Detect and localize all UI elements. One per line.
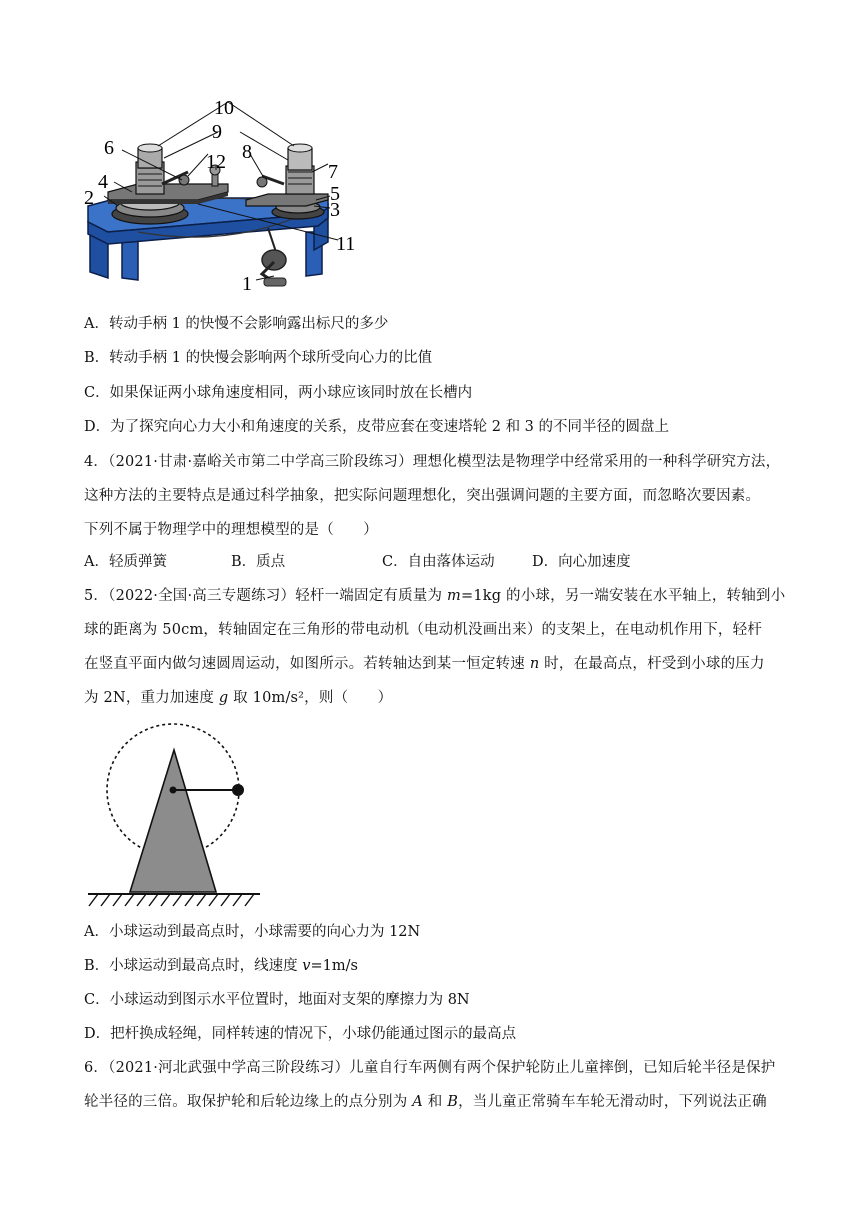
q5-stem-line bbox=[84, 586, 785, 606]
q4-option-d: D．向心加速度 bbox=[532, 554, 631, 570]
q4-option-b: B．质点 bbox=[231, 554, 286, 570]
q5-stem-line: 球的距离为 50cm，转轴固定在三角形的带电动机（电动机没画出来）的支架上，在电动机作用下，轻杆 bbox=[84, 622, 763, 638]
q5-option-d: D．把杆换成轻绳，同样转速的情况下，小球仍能通过图示的最高点 bbox=[84, 1026, 517, 1042]
figure-label: 5 bbox=[330, 183, 340, 205]
q6-text: 轮半径的三倍。取保护轮和后轮边缘上的点分别为 bbox=[84, 1094, 413, 1110]
q5-option-c: C．小球运动到图示水平位置时，地面对支架的摩擦力为 8N bbox=[84, 992, 470, 1008]
q5-text: 取 10m/s²，则（ ） bbox=[228, 690, 393, 706]
q5-var-v: v bbox=[302, 958, 311, 974]
figure-label: 12 bbox=[206, 151, 226, 173]
q6-text: 和 bbox=[422, 1094, 448, 1110]
figure-label: 9 bbox=[212, 121, 222, 143]
q5-var-m: m bbox=[447, 588, 461, 604]
q4-option-c: C．自由落体运动 bbox=[382, 554, 495, 570]
q5-text: 为 2N，重力加速度 bbox=[84, 690, 219, 706]
q5-text: =1m/s bbox=[310, 958, 358, 974]
figure-label: 7 bbox=[328, 161, 338, 183]
q5-var-g: g bbox=[218, 690, 229, 706]
q5-stem-line bbox=[84, 654, 765, 674]
q5-option-b bbox=[84, 956, 358, 976]
figure-label: 10 bbox=[214, 97, 234, 119]
q4-stem-line: 这种方法的主要特点是通过科学抽象，把实际问题理想化，突出强调问题的主要方面，而忽略次要因素。 bbox=[84, 488, 761, 504]
q6-stem-line: 6．（2021·河北武强中学高三阶段练习）儿童自行车两侧有两个保护轮防止儿童摔倒，已知后轮半径是保护 bbox=[84, 1060, 776, 1076]
q5-text: =1kg 的小球，另一端安装在水平轴上，转轴到小 bbox=[460, 588, 786, 604]
rotating-rod-figure bbox=[84, 720, 264, 910]
figure-label: 8 bbox=[242, 141, 252, 163]
q5-option-a: A．小球运动到最高点时，小球需要的向心力为 12N bbox=[84, 924, 421, 940]
figure-label: 4 bbox=[98, 171, 108, 193]
q5-text: 在竖直平面内做匀速圆周运动，如图所示。若转轴达到某一恒定转速 bbox=[84, 656, 530, 672]
q6-stem-line bbox=[84, 1092, 767, 1112]
q5-text: 5．（2022·全国·高三专题练习）轻杆一端固定有质量为 bbox=[84, 588, 448, 604]
q6-var-b: B bbox=[447, 1094, 459, 1110]
q4-option-a: A．轻质弹簧 bbox=[84, 554, 167, 570]
q6-text: ，当儿童正常骑车车轮无滑动时，下列说法正确 bbox=[458, 1094, 767, 1110]
q3-option-a: A．转动手柄 1 的快慢不会影响露出标尺的多少 bbox=[84, 316, 389, 332]
q3-option-c: C．如果保证两小球角速度相同，两小球应该同时放在长槽内 bbox=[84, 385, 473, 401]
q5-text: B．小球运动到最高点时，线速度 bbox=[84, 958, 303, 974]
figure-label: 1 bbox=[242, 273, 252, 295]
figure-label: 6 bbox=[104, 137, 114, 159]
q6-var-a: A bbox=[412, 1094, 423, 1110]
q3-option-b: B．转动手柄 1 的快慢会影响两个球所受向心力的比值 bbox=[84, 350, 433, 366]
figure-label: 3 bbox=[330, 199, 340, 221]
figure-label: 2 bbox=[84, 187, 94, 209]
q4-stem-line: 下列不属于物理学中的理想模型的是（ ） bbox=[84, 522, 378, 538]
figure-label: 11 bbox=[336, 233, 356, 255]
centripetal-apparatus-figure bbox=[78, 92, 378, 296]
q5-text: 时，在最高点，杆受到小球的压力 bbox=[539, 656, 765, 672]
q3-option-d: D．为了探究向心力大小和角速度的关系，皮带应套在变速塔轮 2 和 3 的不同半径的圆盘上 bbox=[84, 419, 670, 435]
q5-var-n: n bbox=[529, 656, 540, 672]
q4-stem-line: 4．（2021·甘肃·嘉峪关市第二中学高三阶段练习）理想化模型法是物理学中经常采用的一种科学研究方法， bbox=[84, 454, 781, 470]
q5-stem-line bbox=[84, 688, 392, 708]
